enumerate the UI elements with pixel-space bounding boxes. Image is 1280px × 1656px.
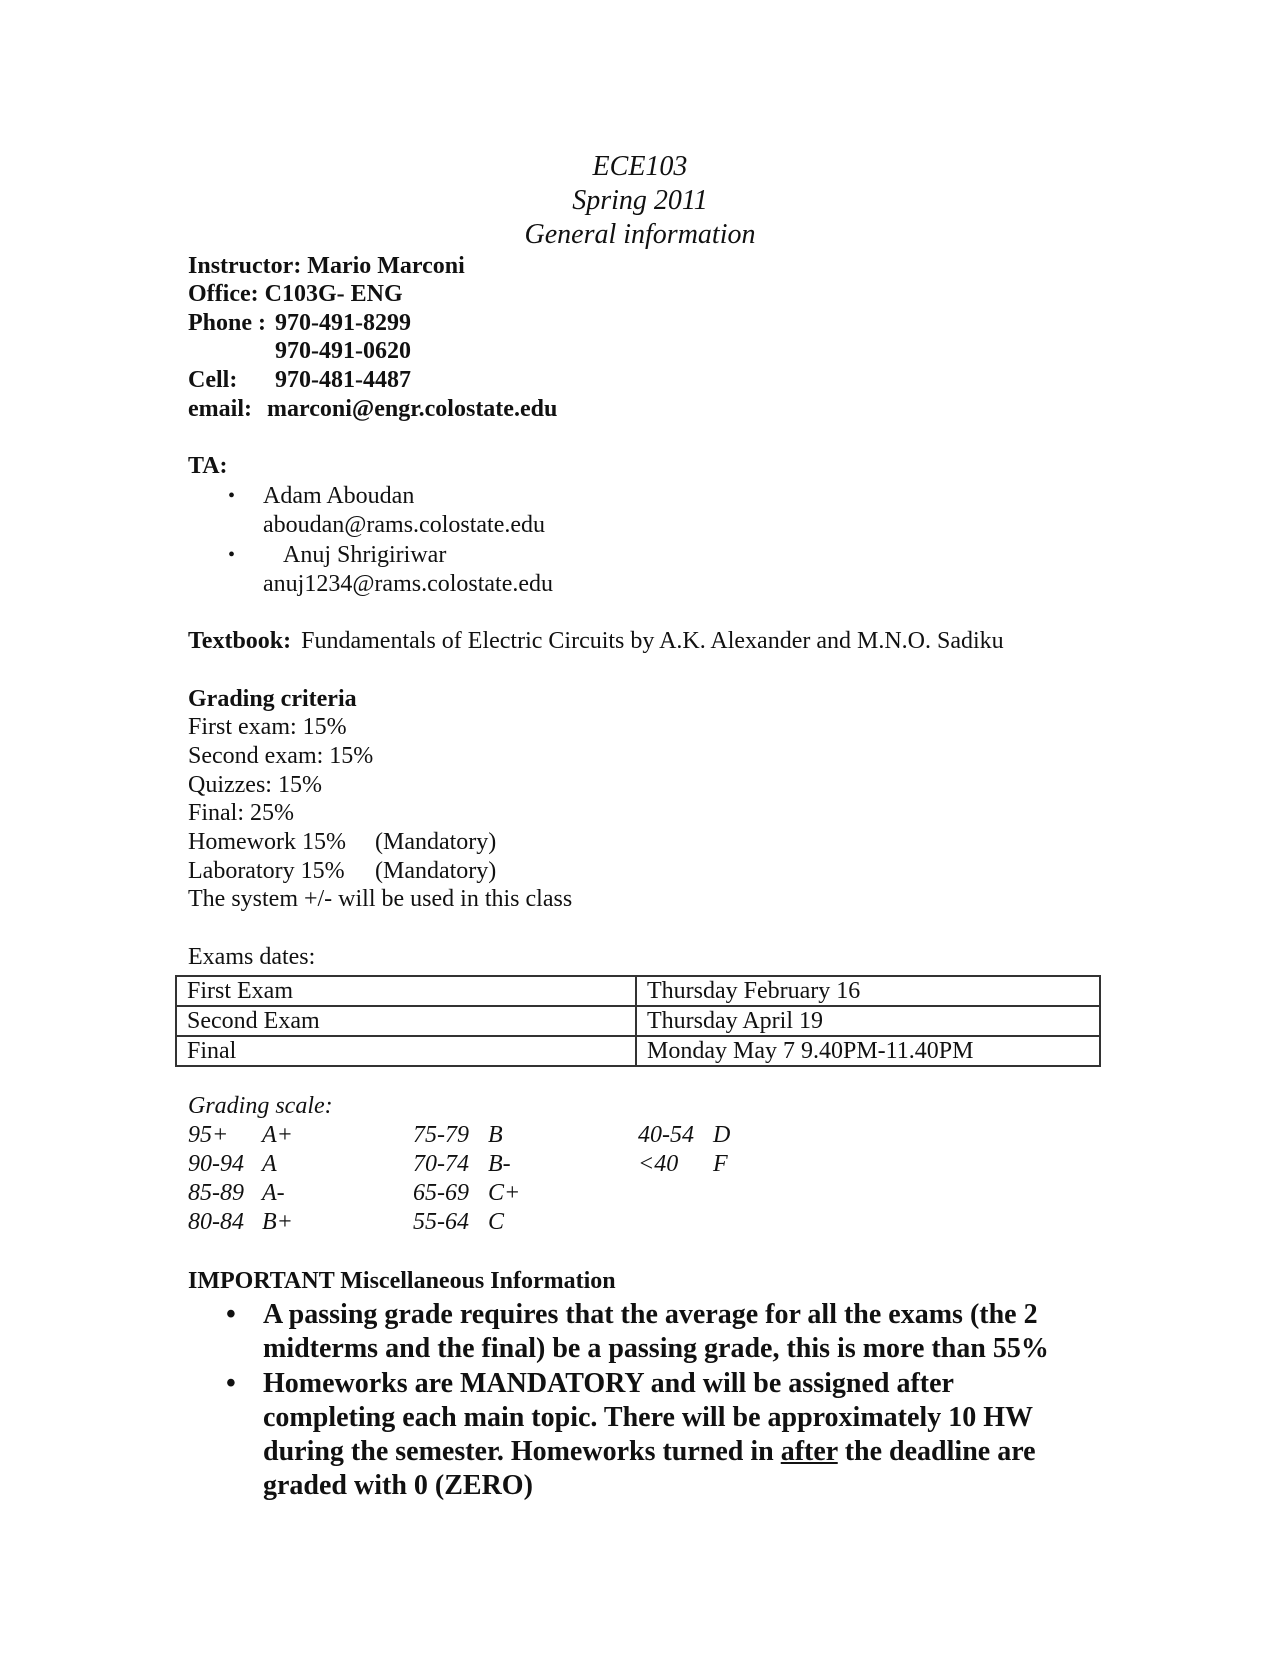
scale-grade: C xyxy=(488,1209,505,1235)
scale-grade: D xyxy=(713,1122,731,1148)
grading-line: Homework 15% xyxy=(188,829,346,855)
term-title: Spring 2011 xyxy=(572,185,708,216)
phone-label: Phone : xyxy=(188,310,266,336)
instructor-email: marconi@engr.colostate.edu xyxy=(267,396,558,422)
scale-grade: B xyxy=(488,1122,503,1148)
scale-grade: A- xyxy=(262,1180,285,1206)
instructor-office: Office: C103G- ENG xyxy=(188,281,403,307)
misc-heading: IMPORTANT Miscellaneous Information xyxy=(188,1268,616,1294)
scale-grade: F xyxy=(713,1151,728,1177)
email-label: email: xyxy=(188,396,252,422)
misc-emphasis: after xyxy=(780,1436,838,1467)
misc-text-line xyxy=(263,1435,1036,1469)
phone-1: 970-491-8299 xyxy=(275,310,411,336)
scale-range: 95+ xyxy=(188,1122,229,1148)
exam-date-cell: Thursday February 16 xyxy=(636,976,1100,1006)
scale-range: 85-89 xyxy=(188,1180,244,1206)
grading-line: Laboratory 15% xyxy=(188,858,345,884)
exams-label: Exams dates: xyxy=(188,944,316,970)
textbook-label: Textbook: xyxy=(188,628,292,654)
grading-line: The system +/- will be used in this class xyxy=(188,886,573,912)
bullet-icon: • xyxy=(228,544,236,566)
misc-text: midterms and the final) be a passing grade, this is more than 55% xyxy=(263,1333,1049,1364)
exam-name-cell: Second Exam xyxy=(176,1006,636,1036)
cell-number: 970-481-4487 xyxy=(275,367,411,393)
misc-text: A passing grade requires that the average for all the exams (the 2 xyxy=(263,1299,1038,1330)
scale-range: 75-79 xyxy=(413,1122,469,1148)
exam-date-cell: Thursday April 19 xyxy=(636,1006,1100,1036)
ta-email: aboudan@rams.colostate.edu xyxy=(263,512,546,538)
table-row xyxy=(176,976,1100,1006)
scale-grade: A xyxy=(262,1151,277,1177)
scale-range: 70-74 xyxy=(413,1151,469,1177)
grading-line: Final: 25% xyxy=(188,800,294,826)
misc-text: graded with 0 (ZERO) xyxy=(263,1470,533,1501)
scale-grade: B+ xyxy=(262,1209,293,1235)
misc-text: Homeworks are MANDATORY and will be assigned after xyxy=(263,1368,954,1399)
phone-2: 970-491-0620 xyxy=(275,338,411,364)
grading-heading: Grading criteria xyxy=(188,686,357,712)
scale-label: Grading scale: xyxy=(188,1093,333,1119)
misc-text: the deadline are xyxy=(837,1436,1036,1467)
grading-line: Quizzes: 15% xyxy=(188,772,322,798)
ta-name: Adam Aboudan xyxy=(263,483,415,509)
scale-range: 55-64 xyxy=(413,1209,469,1235)
exam-dates-table xyxy=(175,975,1101,1067)
ta-name: Anuj Shrigiriwar xyxy=(283,542,447,568)
scale-grade: B- xyxy=(488,1151,511,1177)
mandatory-note: (Mandatory) xyxy=(375,829,497,855)
scale-range: 40-54 xyxy=(638,1122,694,1148)
scale-range: 65-69 xyxy=(413,1180,469,1206)
scale-range: 90-94 xyxy=(188,1151,244,1177)
bullet-icon: • xyxy=(226,1299,236,1330)
table-row xyxy=(176,1036,1100,1066)
scale-range: <40 xyxy=(638,1151,679,1177)
exam-date-cell: Monday May 7 9.40PM-11.40PM xyxy=(636,1036,1100,1066)
scale-range: 80-84 xyxy=(188,1209,244,1235)
bullet-icon: • xyxy=(226,1368,236,1399)
bullet-icon: • xyxy=(228,485,236,507)
grading-line: Second exam: 15% xyxy=(188,743,374,769)
textbook-line xyxy=(188,627,1004,655)
scale-grade: C+ xyxy=(488,1180,521,1206)
instructor-name: Instructor: Mario Marconi xyxy=(188,253,465,279)
ta-label: TA: xyxy=(188,453,228,479)
misc-text: during the semester. Homeworks turned in xyxy=(263,1436,781,1467)
page-subtitle: General information xyxy=(524,219,756,250)
table-row xyxy=(176,1006,1100,1036)
mandatory-note: (Mandatory) xyxy=(375,858,497,884)
exam-name-cell: Final xyxy=(176,1036,636,1066)
course-title: ECE103 xyxy=(592,151,688,182)
ta-email: anuj1234@rams.colostate.edu xyxy=(263,571,554,597)
exam-name-cell: First Exam xyxy=(176,976,636,1006)
cell-label: Cell: xyxy=(188,367,238,393)
grading-line: First exam: 15% xyxy=(188,714,347,740)
textbook-value: Fundamentals of Electric Circuits by A.K. Alexander and M.N.O. Sadiku xyxy=(301,628,1004,654)
scale-grade: A+ xyxy=(262,1122,293,1148)
misc-text: completing each main topic. There will be approximately 10 HW xyxy=(263,1402,1033,1433)
